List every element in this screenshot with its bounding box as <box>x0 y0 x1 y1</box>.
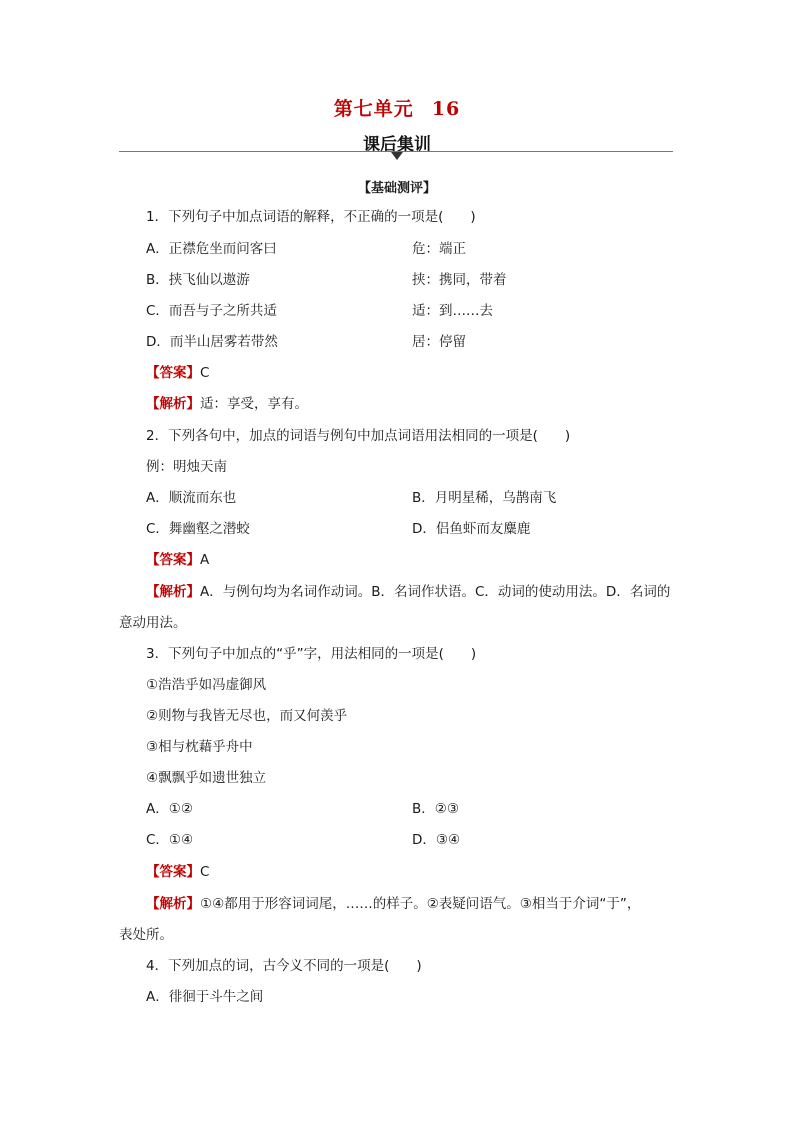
unit-title <box>0 94 794 121</box>
analysis-label: 【解析】 <box>146 396 200 412</box>
q2-answer <box>146 551 209 569</box>
q1-gloss-a: 危：端正 <box>412 241 466 257</box>
q3-option-a: A．①② <box>146 801 193 817</box>
q2-answer-value: A <box>200 552 210 568</box>
q1-option-d: D．而半山居雾若带然 <box>146 334 278 350</box>
question-3-stem: 3．下列句子中加点的“乎”字，用法相同的一项是( ) <box>146 646 477 662</box>
divider-triangle-icon <box>391 152 403 160</box>
q1-gloss-d: 居：停留 <box>412 334 466 350</box>
q1-answer-value: C <box>200 365 210 381</box>
question-1-stem: 1．下列句子中加点词语的解释，不正确的一项是( ) <box>146 209 476 225</box>
q3-answer <box>146 863 209 881</box>
q3-item-1: ①浩浩乎如冯虚御风 <box>146 677 267 693</box>
q2-option-b: B．月明星稀，乌鹊南飞 <box>412 490 557 506</box>
lesson-number: 16 <box>431 98 461 120</box>
q3-item-4: ④飘飘乎如遗世独立 <box>146 770 267 786</box>
q2-option-c: C．舞幽壑之潜蛟 <box>146 521 250 537</box>
q4-option-a: A．徘徊于斗牛之间 <box>146 989 264 1005</box>
q1-option-b: B．挟飞仙以遨游 <box>146 272 250 288</box>
q2-option-a: A．顺流而东也 <box>146 490 237 506</box>
q1-gloss-c: 适：到……去 <box>412 303 493 319</box>
q3-item-2: ②则物与我皆无尽也，而又何羡乎 <box>146 708 348 724</box>
q3-answer-value: C <box>200 864 210 880</box>
q2-analysis <box>146 583 670 601</box>
q1-gloss-b: 挟：携同，带着 <box>412 272 507 288</box>
q3-option-c: C．①④ <box>146 832 194 848</box>
unit-name: 第七单元 <box>333 98 414 120</box>
question-2-stem: 2．下列各句中，加点的词语与例句中加点词语用法相同的一项是( ) <box>146 428 571 444</box>
section-title: 【基础测评】 <box>357 181 436 196</box>
q2-analysis-text-2: 意动用法。 <box>119 615 187 631</box>
q1-answer <box>146 364 209 382</box>
q3-option-d: D．③④ <box>412 832 461 848</box>
page-subtitle: 课后集训 <box>363 135 431 155</box>
analysis-label: 【解析】 <box>146 584 200 600</box>
question-4-stem: 4．下列加点的词，古今义不同的一项是( ) <box>146 958 422 974</box>
q1-option-c: C．而吾与子之所共适 <box>146 303 277 319</box>
q3-analysis <box>146 895 640 913</box>
analysis-label: 【解析】 <box>146 896 200 912</box>
q3-analysis-text-2: 表处所。 <box>119 927 173 943</box>
q1-option-a: A．正襟危坐而问客曰 <box>146 241 277 257</box>
q1-analysis-text: 适：享受，享有。 <box>200 396 308 412</box>
q2-analysis-text-1: A．与例句均为名词作动词。B．名词作状语。C．动词的使动用法。D．名词的 <box>200 584 671 600</box>
q3-analysis-text-1: ①④都用于形容词词尾，……的样子。②表疑问语气。③相当于介词“于”， <box>200 896 641 912</box>
q3-item-3: ③相与枕藉乎舟中 <box>146 739 253 755</box>
q2-example: 例：明烛天南 <box>146 459 227 475</box>
answer-label: 【答案】 <box>146 365 200 381</box>
answer-label: 【答案】 <box>146 552 200 568</box>
q1-analysis <box>146 395 308 413</box>
q2-option-d: D．侣鱼虾而友麋鹿 <box>412 521 531 537</box>
q3-option-b: B．②③ <box>412 801 459 817</box>
answer-label: 【答案】 <box>146 864 200 880</box>
